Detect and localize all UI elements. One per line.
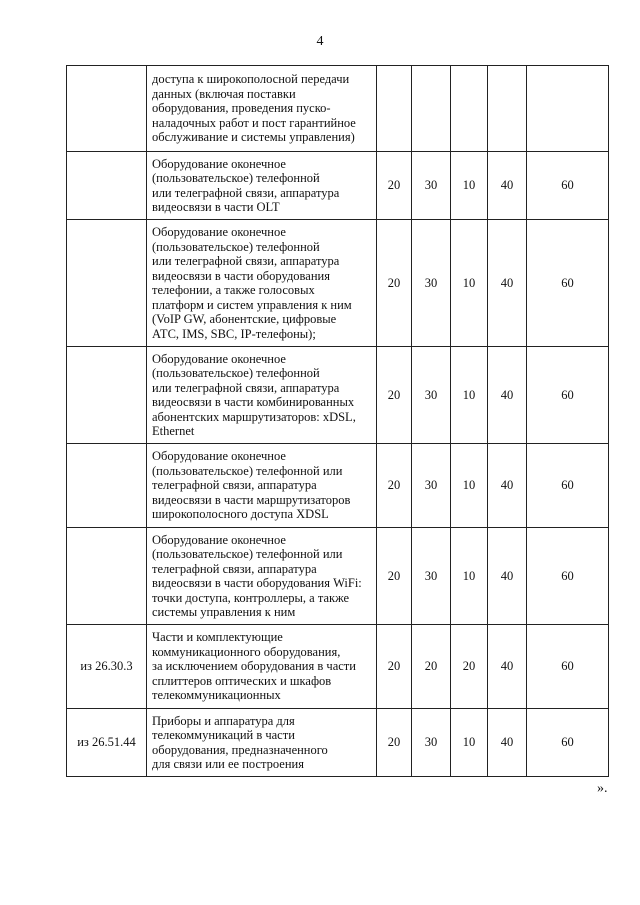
value-cell-4: 40 [488, 444, 527, 528]
value-cell-1: 20 [377, 152, 412, 220]
value-cell-2: 30 [412, 709, 451, 777]
closing-quote-mark: ». [597, 781, 608, 796]
okpd-code-cell [67, 347, 147, 444]
description-cell: Приборы и аппаратура для телекоммуникаций в части оборудования, предназначенного для связи или ее построения [147, 709, 377, 777]
value-cell-3: 10 [451, 220, 488, 347]
description-cell: Оборудование оконечное (пользовательское) телефонной или телеграфной связи, аппаратура видеосвязи в части OLT [147, 152, 377, 220]
table-row [67, 709, 609, 777]
value-cell-1: 20 [377, 625, 412, 709]
value-cell-5: 60 [527, 444, 609, 528]
okpd-code-cell: из 26.51.44 [67, 709, 147, 777]
value-cell-5: 60 [527, 347, 609, 444]
description-cell: Оборудование оконечное (пользовательское) телефонной или телеграфной связи, аппаратура видеосвязи в части комбинированных абонентских маршрутизаторов: xDSL, Ethernet [147, 347, 377, 444]
okpd-code-cell [67, 528, 147, 625]
value-cell-3 [451, 66, 488, 152]
value-cell-3: 10 [451, 152, 488, 220]
page-number: 4 [316, 34, 324, 49]
description-cell: Оборудование оконечное (пользовательское) телефонной или телеграфной связи, аппаратура видеосвязи в части оборудования телефонии, а также голосовых платформ и систем управления к ним (VoIP GW, абонентские, цифровые АТС, IMS, SBC, IP-телефоны); [147, 220, 377, 347]
value-cell-2: 30 [412, 152, 451, 220]
okpd-code-cell: из 26.30.3 [67, 625, 147, 709]
okpd-code-cell [67, 66, 147, 152]
description-cell: Оборудование оконечное (пользовательское) телефонной или телеграфной связи, аппаратура видеосвязи в части оборудования WiFi: точки доступа, контроллеры, а также системы управления к ним [147, 528, 377, 625]
value-cell-2: 30 [412, 347, 451, 444]
value-cell-5: 60 [527, 625, 609, 709]
value-cell-1: 20 [377, 444, 412, 528]
value-cell-5: 60 [527, 709, 609, 777]
value-cell-5: 60 [527, 528, 609, 625]
value-cell-3: 10 [451, 347, 488, 444]
okpd-code-cell [67, 444, 147, 528]
value-cell-1: 20 [377, 528, 412, 625]
okpd-code-cell [67, 152, 147, 220]
value-cell-4: 40 [488, 709, 527, 777]
value-cell-4 [488, 66, 527, 152]
table-row [67, 347, 609, 444]
value-cell-2: 30 [412, 220, 451, 347]
value-cell-1: 20 [377, 220, 412, 347]
table-row [67, 444, 609, 528]
value-cell-3: 10 [451, 528, 488, 625]
value-cell-1: 20 [377, 709, 412, 777]
table-row [67, 152, 609, 220]
value-cell-3: 10 [451, 709, 488, 777]
value-cell-5: 60 [527, 152, 609, 220]
value-cell-1 [377, 66, 412, 152]
table-row [67, 625, 609, 709]
value-cell-2: 30 [412, 444, 451, 528]
value-cell-2 [412, 66, 451, 152]
value-cell-4: 40 [488, 152, 527, 220]
value-cell-4: 40 [488, 625, 527, 709]
okpd-code-cell [67, 220, 147, 347]
table-row [67, 528, 609, 625]
description-cell: Части и комплектующие коммуникационного оборудования, за исключением оборудования в части сплиттеров оптических и шкафов телекоммуникационных [147, 625, 377, 709]
value-cell-4: 40 [488, 528, 527, 625]
value-cell-5 [527, 66, 609, 152]
value-cell-3: 10 [451, 444, 488, 528]
value-cell-4: 40 [488, 220, 527, 347]
value-cell-2: 30 [412, 528, 451, 625]
requirements-table [66, 65, 609, 777]
description-cell: Оборудование оконечное (пользовательское) телефонной или телеграфной связи, аппаратура видеосвязи в части маршрутизаторов широкополосного доступа XDSL [147, 444, 377, 528]
value-cell-3: 20 [451, 625, 488, 709]
table-row [67, 66, 609, 152]
value-cell-5: 60 [527, 220, 609, 347]
value-cell-4: 40 [488, 347, 527, 444]
value-cell-1: 20 [377, 347, 412, 444]
description-cell: доступа к широкополосной передачи данных (включая поставки оборудования, проведения пуско- наладочных работ и пост гарантийное обслуживание и системы управления) [147, 66, 377, 152]
value-cell-2: 20 [412, 625, 451, 709]
table-row [67, 220, 609, 347]
